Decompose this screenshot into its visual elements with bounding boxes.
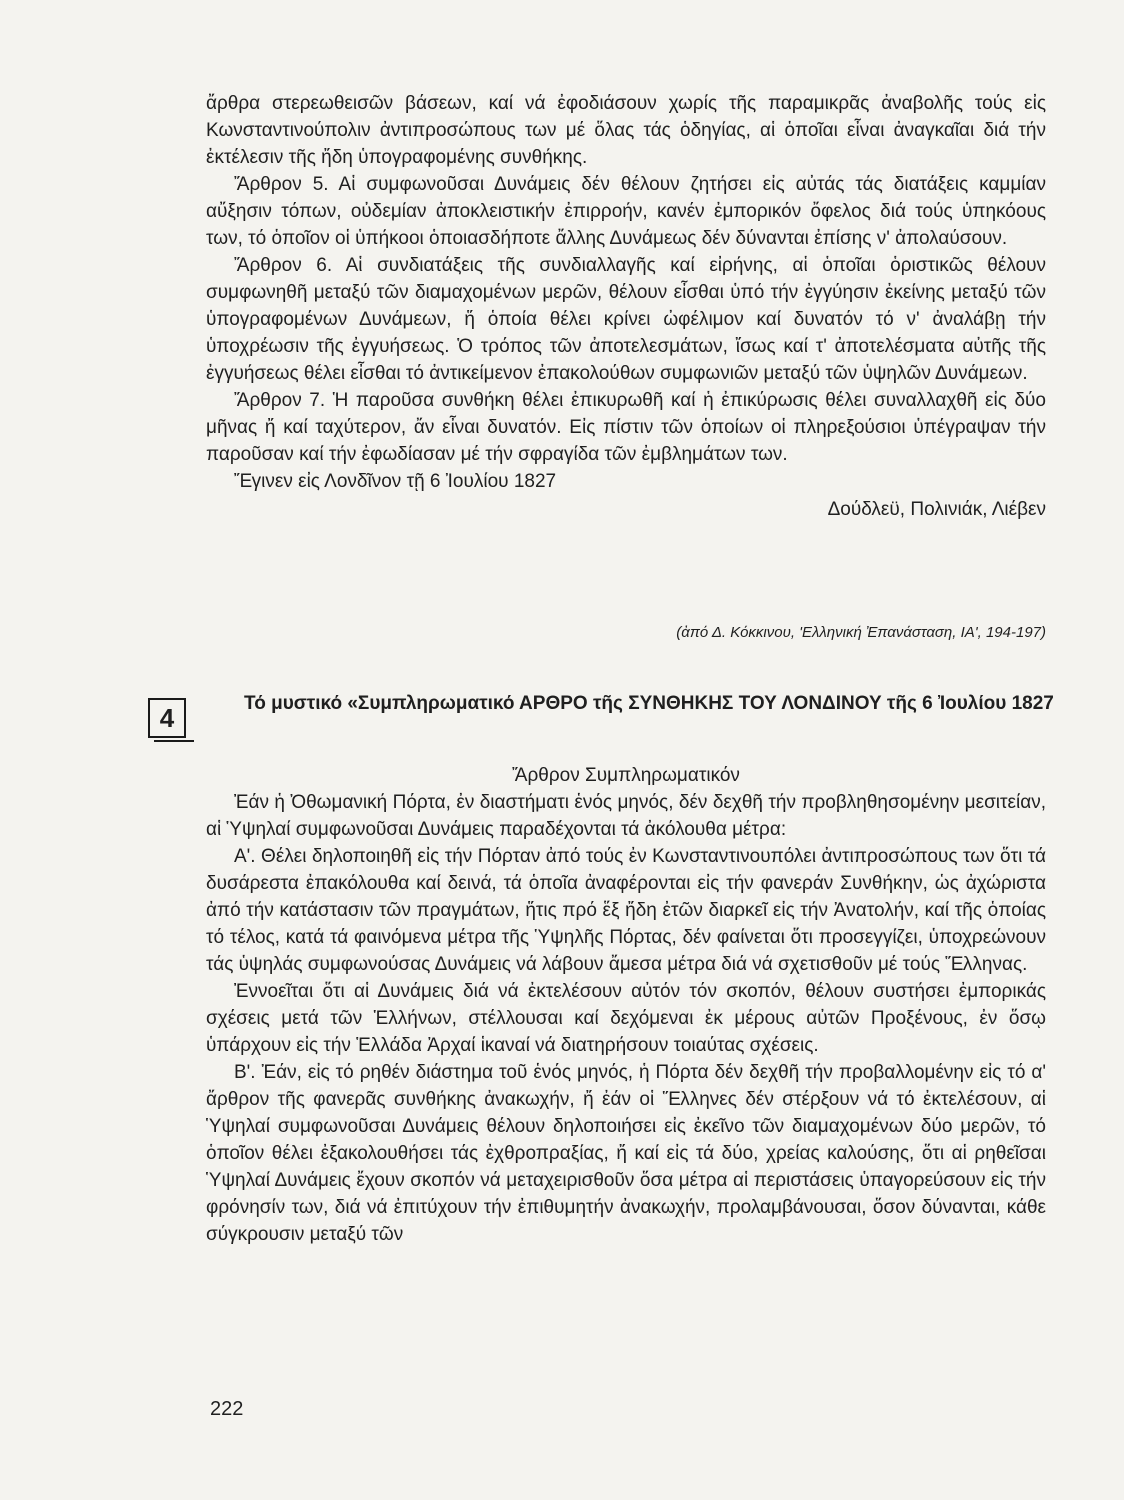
supplementary-paragraph-b: Β'. Ἐάν, εἰς τό ρηθέν διάστημα τοῦ ἑνός μηνός, ἡ Πόρτα δέν δεχθῆ τήν προβαλλομένην εἰς τό α' ἄρθρον τῆς φανερᾶς συνθήκης ἀνακωχήν, ἤ ἐάν οἱ Ἕλληνες δέν στέρξουν νά τό ἐκτελέσουν, αἱ Ὑψηλαί συμφωνοῦσαι Δυνάμεις θέλουν δηλοποιήσει εἰς ἐκεῖνο τῶν διαμαχομένων δύο μερῶν, τό ὁποῖον θέλει ἐξακολουθήσει τάς ἐχθροπραξίας, ἤ καί εἰς τά δύο, χρείας καλούσης, ὅτι αἱ ρηθεῖσαι Ὑψηλαί Δυνάμεις ἔχουν σκοπόν νά μεταχειρισθοῦν ὅσα μέτρα αἱ περιστάσεις ὑπαγορεύσουν εἰς τήν φρόνησίν των, διά νά ἐπιτύχουν τήν ἐπιθυμητήν ἀνακωχήν, προλαμβάνουσαι, ὅσον δύνανται, κάθε σύγκρουσιν μεταξύ τῶν (206, 1062, 1046, 1245)
supplementary-paragraph-1: Ἐάν ἡ Ὀθωμανική Πόρτα, ἐν διαστήματι ἑνός μηνός, δέν δεχθῆ τήν προβληθησομένην μεσιτείαν, αἱ Ὑψηλαί συμφωνοῦσαι Δυνάμεις παραδέχονται τά ἀκόλουθα μέτρα: (206, 792, 1046, 840)
article-6-paragraph: Ἄρθρον 6. Αἱ συνδιατάξεις τῆς συνδιαλλαγῆς καί εἰρήνης, αἱ ὁποῖαι ὁριστικῶς θέλουν συμφωνηθῆ μεταξύ τῶν διαμαχομένων μερῶν, θέλουν εἶσθαι ὑπό τήν ἐγγύησιν ἐκείνης μεταξύ τῶν ὑπογραφομένων Δυνάμεων, ἥ ὁποία θέλει κρίνει ὠφέλιμον καί δυνατόν τό ν' ἀναλάβῃ τήν ὑποχρέωσιν τῆς ἐγγυήσεως. Ὁ τρόπος τῶν ἀποτελεσμάτων, ἴσως καί τ' ἀποτελέσματα αὐτῆς τῆς ἐγγυήσεως θέλει εἶσθαι τό ἀντικείμενον ἐπακολούθων συμφωνιῶν μεταξύ τῶν ὑψηλῶν Δυνάμεων. (206, 255, 1046, 384)
supplementary-paragraph-a: Α'. Θέλει δηλοποιηθῆ εἰς τήν Πόρταν ἀπό τούς ἐν Κωνσταντινουπόλει ἀντιπροσώπους των ὅτι τά δυσάρεστα ἐπακόλουθα καί δεινά, τά ὁποῖα ἀναφέρονται εἰς τήν φανεράν Συνθήκην, ὡς ἀχώριστα ἀπό τήν κατάστασιν τῶν πραγμάτων, ἥτις πρό ἕξ ἤδη ἐτῶν διαρκεῖ εἰς τήν Ἀνατολήν, καί τῆς ὁποίας τό τέλος, κατά τά φαινόμενα μέτρα τῆς Ὑψηλῆς Πόρτας, δέν φαίνεται ὅτι προσεγγίζει, ὑποχρεώνουν τάς ὑψηλάς συμφωνούσας Δυνάμεις νά λάβουν ἄμεσα μέτρα διά νά σχετισθοῦν μέ τούς Ἕλληνας. (206, 846, 1046, 975)
section-subheading: Ἄρθρον Συμπληρωματικόν (512, 765, 740, 786)
treaty-articles-text (206, 90, 1046, 520)
page-number: 222 (210, 1398, 244, 1420)
supplementary-article-text (206, 762, 1046, 1248)
date-place-line: Ἔγινεν εἰς Λονδῖνον τῇ 6 Ἰουλίου 1827 (234, 471, 557, 492)
signature-block (206, 468, 1046, 520)
section-heading: Τό μυστικό «Συμπληρωματικό ΑΡΘΡΟ τῆς ΣΥΝΘΗΚΗΣ ΤΟΥ ΛΟΝΔΙΝΟΥ τῆς 6 Ἰουλίου 1827 (244, 693, 1054, 714)
source-citation: (ἀπό Δ. Κόκκινου, 'Ελληνική Ἐπανάσταση, ΙΑ', 194-197) (676, 624, 1046, 641)
article-5-paragraph: Ἄρθρον 5. Αἱ συμφωνοῦσαι Δυνάμεις δέν θέλουν ζητήσει εἰς αὐτάς τάς διατάξεις καμμίαν αὔξησιν τόπων, οὐδεμίαν ἀποκλειστικήν ἐπιρροήν, κανέν ἐμπορικόν ὄφελος διά τούς ὑπηκόους των, τό ὁποῖον οἱ ὑπήκοοι ὁποιασδήποτε ἄλλης Δυνάμεως δέν δύνανται ἐπίσης ν' ἀπολαύσουν. (206, 174, 1046, 249)
section-number-box: 4 (148, 698, 186, 738)
signatories-line: Δούδλεϋ, Πολινιάκ, Λιέβεν (827, 499, 1046, 520)
paragraph-continuation: ἄρθρα στερεωθεισῶν βάσεων, καί νά ἐφοδιάσουν χωρίς τῆς παραμικρᾶς ἀναβολῆς τούς εἰς Κωνσταντινούπολιν ἀντιπροσώπους των μέ ὅλας τάς ὁδηγίας, αἱ ὁποῖαι εἶναι ἀναγκαῖαι διά τήν ἐκτέλεσιν τῆς ἤδη ὑπογραφομένης συνθήκης. (206, 93, 1046, 168)
article-7-paragraph: Ἄρθρον 7. Ἡ παροῦσα συνθήκη θέλει ἐπικυρωθῆ καί ἡ ἐπικύρωσις θέλει συναλλαχθῆ εἰς δύο μῆνας ἤ καί ταχύτερον, ἄν εἶναι δυνατόν. Εἰς πίστιν τῶν ὁποίων οἱ πληρεξούσιοι ὑπέγραψαν τήν παροῦσαν καί τήν ἐφωδίασαν μέ τήν σφραγίδα τῶν ἐμβλημάτων των. (206, 390, 1046, 465)
supplementary-paragraph-2: Ἐννοεῖται ὅτι αἱ Δυνάμεις διά νά ἐκτελέσουν αὐτόν τόν σκοπόν, θέλουν συστήσει ἐμπορικάς σχέσεις μετά τῶν Ἑλλήνων, στέλλουσαι καί δεχόμεναι ἐκ μέρους αὐτῶν Προξένους, ἐν ὅσῳ ὑπάρχουν εἰς τήν Ἑλλάδα Ἀρχαί ἱκαναί νά διατηρήσουν τοιαύτας σχέσεις. (206, 981, 1046, 1056)
